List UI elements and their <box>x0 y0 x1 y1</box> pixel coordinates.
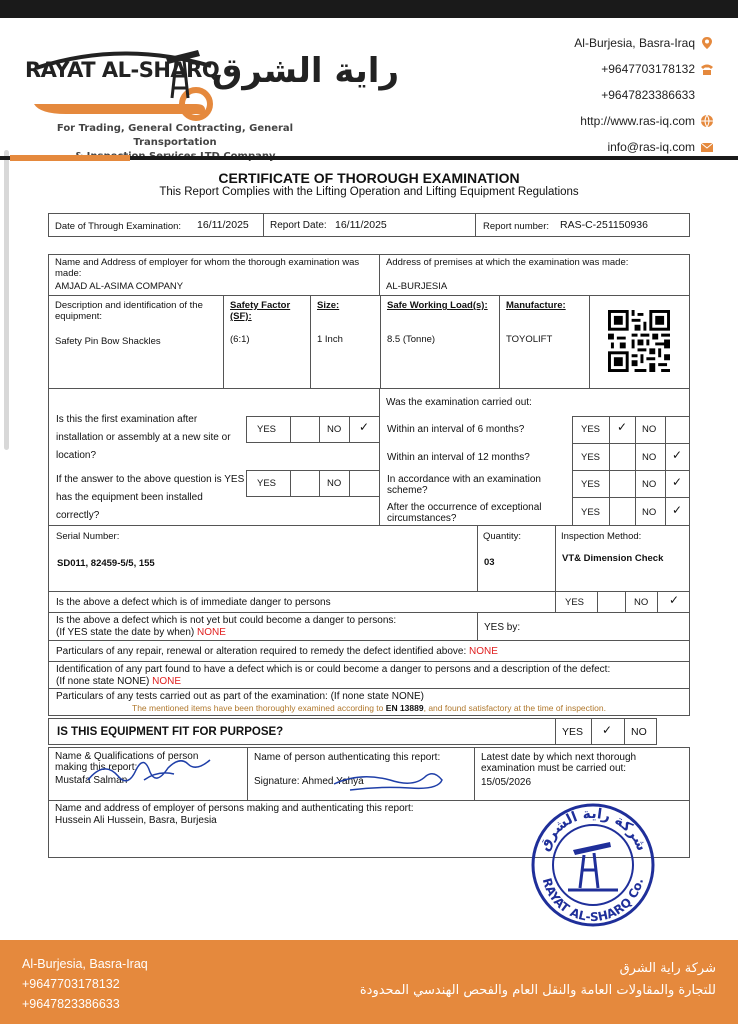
fit-yes-check[interactable]: ✓ <box>591 718 625 745</box>
safety-factor-label: Safety Factor (SF): <box>230 300 291 322</box>
installed-yes-check[interactable] <box>290 470 320 497</box>
next-exam-label: Latest date by which next thorough examination must be carried out: <box>481 752 637 774</box>
tagline-line-1: For Trading, General Contracting, General Transportation <box>56 123 294 148</box>
footer-phone-2[interactable]: +9647823386633 <box>22 997 120 1011</box>
carried-out-label: Was the examination carried out: <box>386 397 532 408</box>
first-exam-block <box>48 388 380 526</box>
identification-value: NONE <box>152 676 182 687</box>
top-bar <box>0 0 738 18</box>
qr-code-icon[interactable] <box>608 310 670 372</box>
immediate-danger-cell <box>48 591 556 613</box>
interval-12-no[interactable]: NO <box>635 443 666 471</box>
swl-cell <box>380 295 500 389</box>
address-text: Al-Burjesia, Basra-Iraq <box>574 36 695 50</box>
employer-label: Name and Address of employer for whom the thorough examination was made: <box>55 257 360 279</box>
premises-cell <box>379 254 690 296</box>
identification-cell <box>48 661 690 689</box>
exceptional-question: After the occurrence of exceptional circumstances? <box>387 502 542 524</box>
future-danger-question: Is the above a defect which is not yet but could become a danger to persons: <box>56 615 397 626</box>
fit-for-purpose-cell <box>48 718 556 745</box>
contact-list <box>574 30 714 160</box>
yes-by-label: YES by: <box>484 622 521 633</box>
inspection-method-label: Inspection Method: <box>561 531 642 542</box>
tests-standard: EN 13889 <box>385 703 424 713</box>
contact-address <box>574 30 714 56</box>
installed-no-check[interactable] <box>349 470 380 497</box>
company-stamp-icon <box>528 800 658 930</box>
letterhead <box>0 18 738 160</box>
immediate-yes-check[interactable] <box>597 591 626 613</box>
footer-phone-1[interactable]: +9647703178132 <box>22 977 120 991</box>
logo-text-ar: راية الشرق <box>212 51 400 91</box>
interval-12-yes-check[interactable] <box>609 443 636 471</box>
future-danger-cell <box>48 612 478 641</box>
tests-note-end: , and found satisfactory at the time of inspection. <box>423 703 606 713</box>
repair-cell <box>48 640 690 662</box>
footer-contacts <box>22 954 148 1014</box>
contact-phone-2[interactable] <box>574 82 714 108</box>
equipment-desc-cell <box>48 295 224 389</box>
employer-value: AMJAD AL-ASIMA COMPANY <box>55 281 184 292</box>
equipment-desc-label: Description and identification of the equipment: <box>55 300 203 322</box>
document-subtitle: This Report Complies with the Lifting Operation and Lifting Equipment Regulations <box>159 186 579 198</box>
svg-text:RAYAT AL-SHARQ Co.: RAYAT AL-SHARQ Co. <box>539 876 647 925</box>
document-title: CERTIFICATE OF THOROUGH EXAMINATION <box>218 170 520 186</box>
svg-text:شركة راية الشرق: شركة راية الشرق <box>536 805 650 854</box>
repair-value: NONE <box>469 646 498 657</box>
tests-note <box>49 703 689 714</box>
size-value: 1 Inch <box>317 334 343 345</box>
inspection-method-cell <box>555 525 690 592</box>
phone-1-text[interactable]: +9647703178132 <box>601 62 695 76</box>
phone-icon <box>700 62 714 76</box>
report-date-label: Report Date: <box>270 220 327 231</box>
future-danger-detail <box>56 627 226 638</box>
immediate-yes[interactable]: YES <box>555 591 598 613</box>
repair-question: Particulars of any repair, renewal or alteration required to remedy the defect identified above: <box>56 646 467 657</box>
swl-value: 8.5 (Tonne) <box>387 334 436 345</box>
manufacture-value: TOYOLIFT <box>506 334 553 345</box>
employer-cell <box>48 254 380 296</box>
inspection-method-value: VT& Dimension Check <box>562 553 664 564</box>
first-exam-yes[interactable]: YES <box>246 416 291 443</box>
footer-address: Al-Burjesia, Basra-Iraq <box>22 957 148 971</box>
interval-6-question: Within an interval of 6 months? <box>387 424 525 435</box>
mail-icon <box>700 140 714 154</box>
exceptional-yes[interactable]: YES <box>572 497 610 526</box>
signature-ahmed-icon <box>330 766 450 796</box>
next-exam-cell <box>474 747 690 801</box>
fit-for-purpose-question: IS THIS EQUIPMENT FIT FOR PURPOSE? <box>57 726 284 738</box>
tests-cell <box>48 688 690 716</box>
first-exam-yes-check[interactable] <box>290 416 320 443</box>
footer-arabic-name: شركة راية الشرق <box>619 961 716 976</box>
header-accent <box>10 155 130 161</box>
report-maker-value: Mustafa Salman <box>55 775 128 786</box>
equipment-desc-value: Safety Pin Bow Shackles <box>55 336 161 347</box>
future-danger-hint: (If YES state the date by when) <box>56 627 195 638</box>
quantity-value: 03 <box>484 557 495 568</box>
manufacture-cell <box>499 295 590 389</box>
interval-6-yes[interactable]: YES <box>572 416 610 444</box>
authenticator-value: Signature: Ahmed Yahya <box>254 776 364 787</box>
identification-question: Identification of any part found to have a defect which is or could become a danger to persons and a description of the defect: <box>56 664 611 675</box>
manufacture-label: Manufacture: <box>506 300 566 311</box>
report-number-value: RAS-C-251150936 <box>560 219 648 231</box>
immediate-no-check[interactable]: ✓ <box>657 591 690 613</box>
interval-6-no[interactable]: NO <box>635 416 666 444</box>
persons-employer-value: Hussein Ali Hussein, Basra, Burjesia <box>55 815 217 826</box>
location-pin-icon <box>700 36 714 50</box>
exam-date-label: Date of Through Examination: <box>55 221 182 232</box>
identification-detail <box>56 676 181 687</box>
exceptional-no-check[interactable]: ✓ <box>665 497 690 526</box>
fit-no[interactable]: NO <box>624 718 657 745</box>
email-text[interactable]: info@ras-iq.com <box>607 140 695 154</box>
first-exam-no-check[interactable]: ✓ <box>349 416 380 443</box>
size-cell <box>310 295 381 389</box>
repair-text <box>56 646 498 657</box>
interval-6-no-check[interactable] <box>665 416 690 444</box>
first-exam-question: Is this the first examination after installation or assembly at a new site or location? <box>56 414 231 461</box>
footer <box>0 940 738 1024</box>
website-text[interactable]: http://www.ras-iq.com <box>580 114 695 128</box>
interval-12-question: Within an interval of 12 months? <box>387 452 530 463</box>
serial-label: Serial Number: <box>56 531 120 542</box>
report-date-cell <box>263 213 476 237</box>
immediate-danger-question: Is the above a defect which is of immediate danger to persons <box>56 597 331 608</box>
logo-text-en: RAYAT AL-SHARQ <box>25 58 220 82</box>
interval-12-no-check[interactable]: ✓ <box>665 443 690 471</box>
tests-question: Particulars of any tests carried out as part of the examination: (If none state NONE) <box>56 691 424 702</box>
interval-12-yes[interactable]: YES <box>572 443 610 471</box>
scheme-yes-check[interactable] <box>609 470 636 498</box>
spacer <box>700 88 714 102</box>
identification-hint: (If none state NONE) <box>56 676 150 687</box>
quantity-label: Quantity: <box>483 531 522 542</box>
scheme-no[interactable]: NO <box>635 470 666 498</box>
report-maker-cell <box>48 747 248 801</box>
globe-icon <box>700 114 714 128</box>
serial-value: SD011, 82459-5/5, 155 <box>57 558 155 569</box>
safety-factor-cell <box>223 295 311 389</box>
report-number-label: Report number: <box>483 221 550 232</box>
immediate-no[interactable]: NO <box>625 591 658 613</box>
footer-arabic <box>360 958 716 1002</box>
quantity-cell <box>477 525 556 592</box>
scheme-yes[interactable]: YES <box>572 470 610 498</box>
footer-arabic-desc: للتجارة والمقاولات العامة والنقل العام والفحص الهندسي المحدودة <box>359 983 716 998</box>
scheme-no-check[interactable]: ✓ <box>665 470 690 498</box>
serial-cell <box>48 525 478 592</box>
next-exam-value: 15/05/2026 <box>481 777 532 788</box>
interval-6-yes-check[interactable]: ✓ <box>609 416 636 444</box>
swl-label: Safe Working Load(s): <box>387 300 488 311</box>
exceptional-no[interactable]: NO <box>635 497 666 526</box>
contact-website[interactable] <box>574 108 714 134</box>
report-maker-label: Name & Qualifications of person making this report: <box>55 751 199 773</box>
persons-employer-label: Name and address of employer of persons making and authenticating this report: <box>55 803 414 814</box>
size-label: Size: <box>317 300 340 311</box>
report-date-value: 16/11/2025 <box>335 219 387 231</box>
fit-yes[interactable]: YES <box>555 718 592 745</box>
installed-correctly-question: If the answer to the above question is YES has the equipment been installed correctly? <box>56 474 245 521</box>
contact-phone-1[interactable] <box>574 56 714 82</box>
scheme-question: In accordance with an examination scheme? <box>387 474 541 496</box>
safety-factor-value: (6:1) <box>230 334 250 345</box>
yes-by-cell <box>477 612 690 641</box>
first-exam-no[interactable]: NO <box>319 416 350 443</box>
signature-mustafa-icon <box>84 750 214 792</box>
authenticator-label: Name of person authenticating this report: <box>254 752 441 763</box>
phone-2-text[interactable]: +9647823386633 <box>601 88 695 102</box>
authenticator-cell <box>247 747 475 801</box>
premises-value: AL-BURJESIA <box>386 281 448 292</box>
exam-date-cell <box>48 213 264 237</box>
report-number-cell <box>475 213 690 237</box>
future-danger-value: NONE <box>197 627 226 638</box>
installed-yes[interactable]: YES <box>246 470 291 497</box>
premises-label: Address of premises at which the examination was made: <box>386 257 629 268</box>
tests-note-start: The mentioned items have been thoroughly examined according to <box>132 703 384 713</box>
installed-no[interactable]: NO <box>319 470 350 497</box>
qr-cell <box>589 295 690 389</box>
exam-date-value: 16/11/2025 <box>197 219 249 231</box>
exceptional-yes-check[interactable] <box>609 497 636 526</box>
